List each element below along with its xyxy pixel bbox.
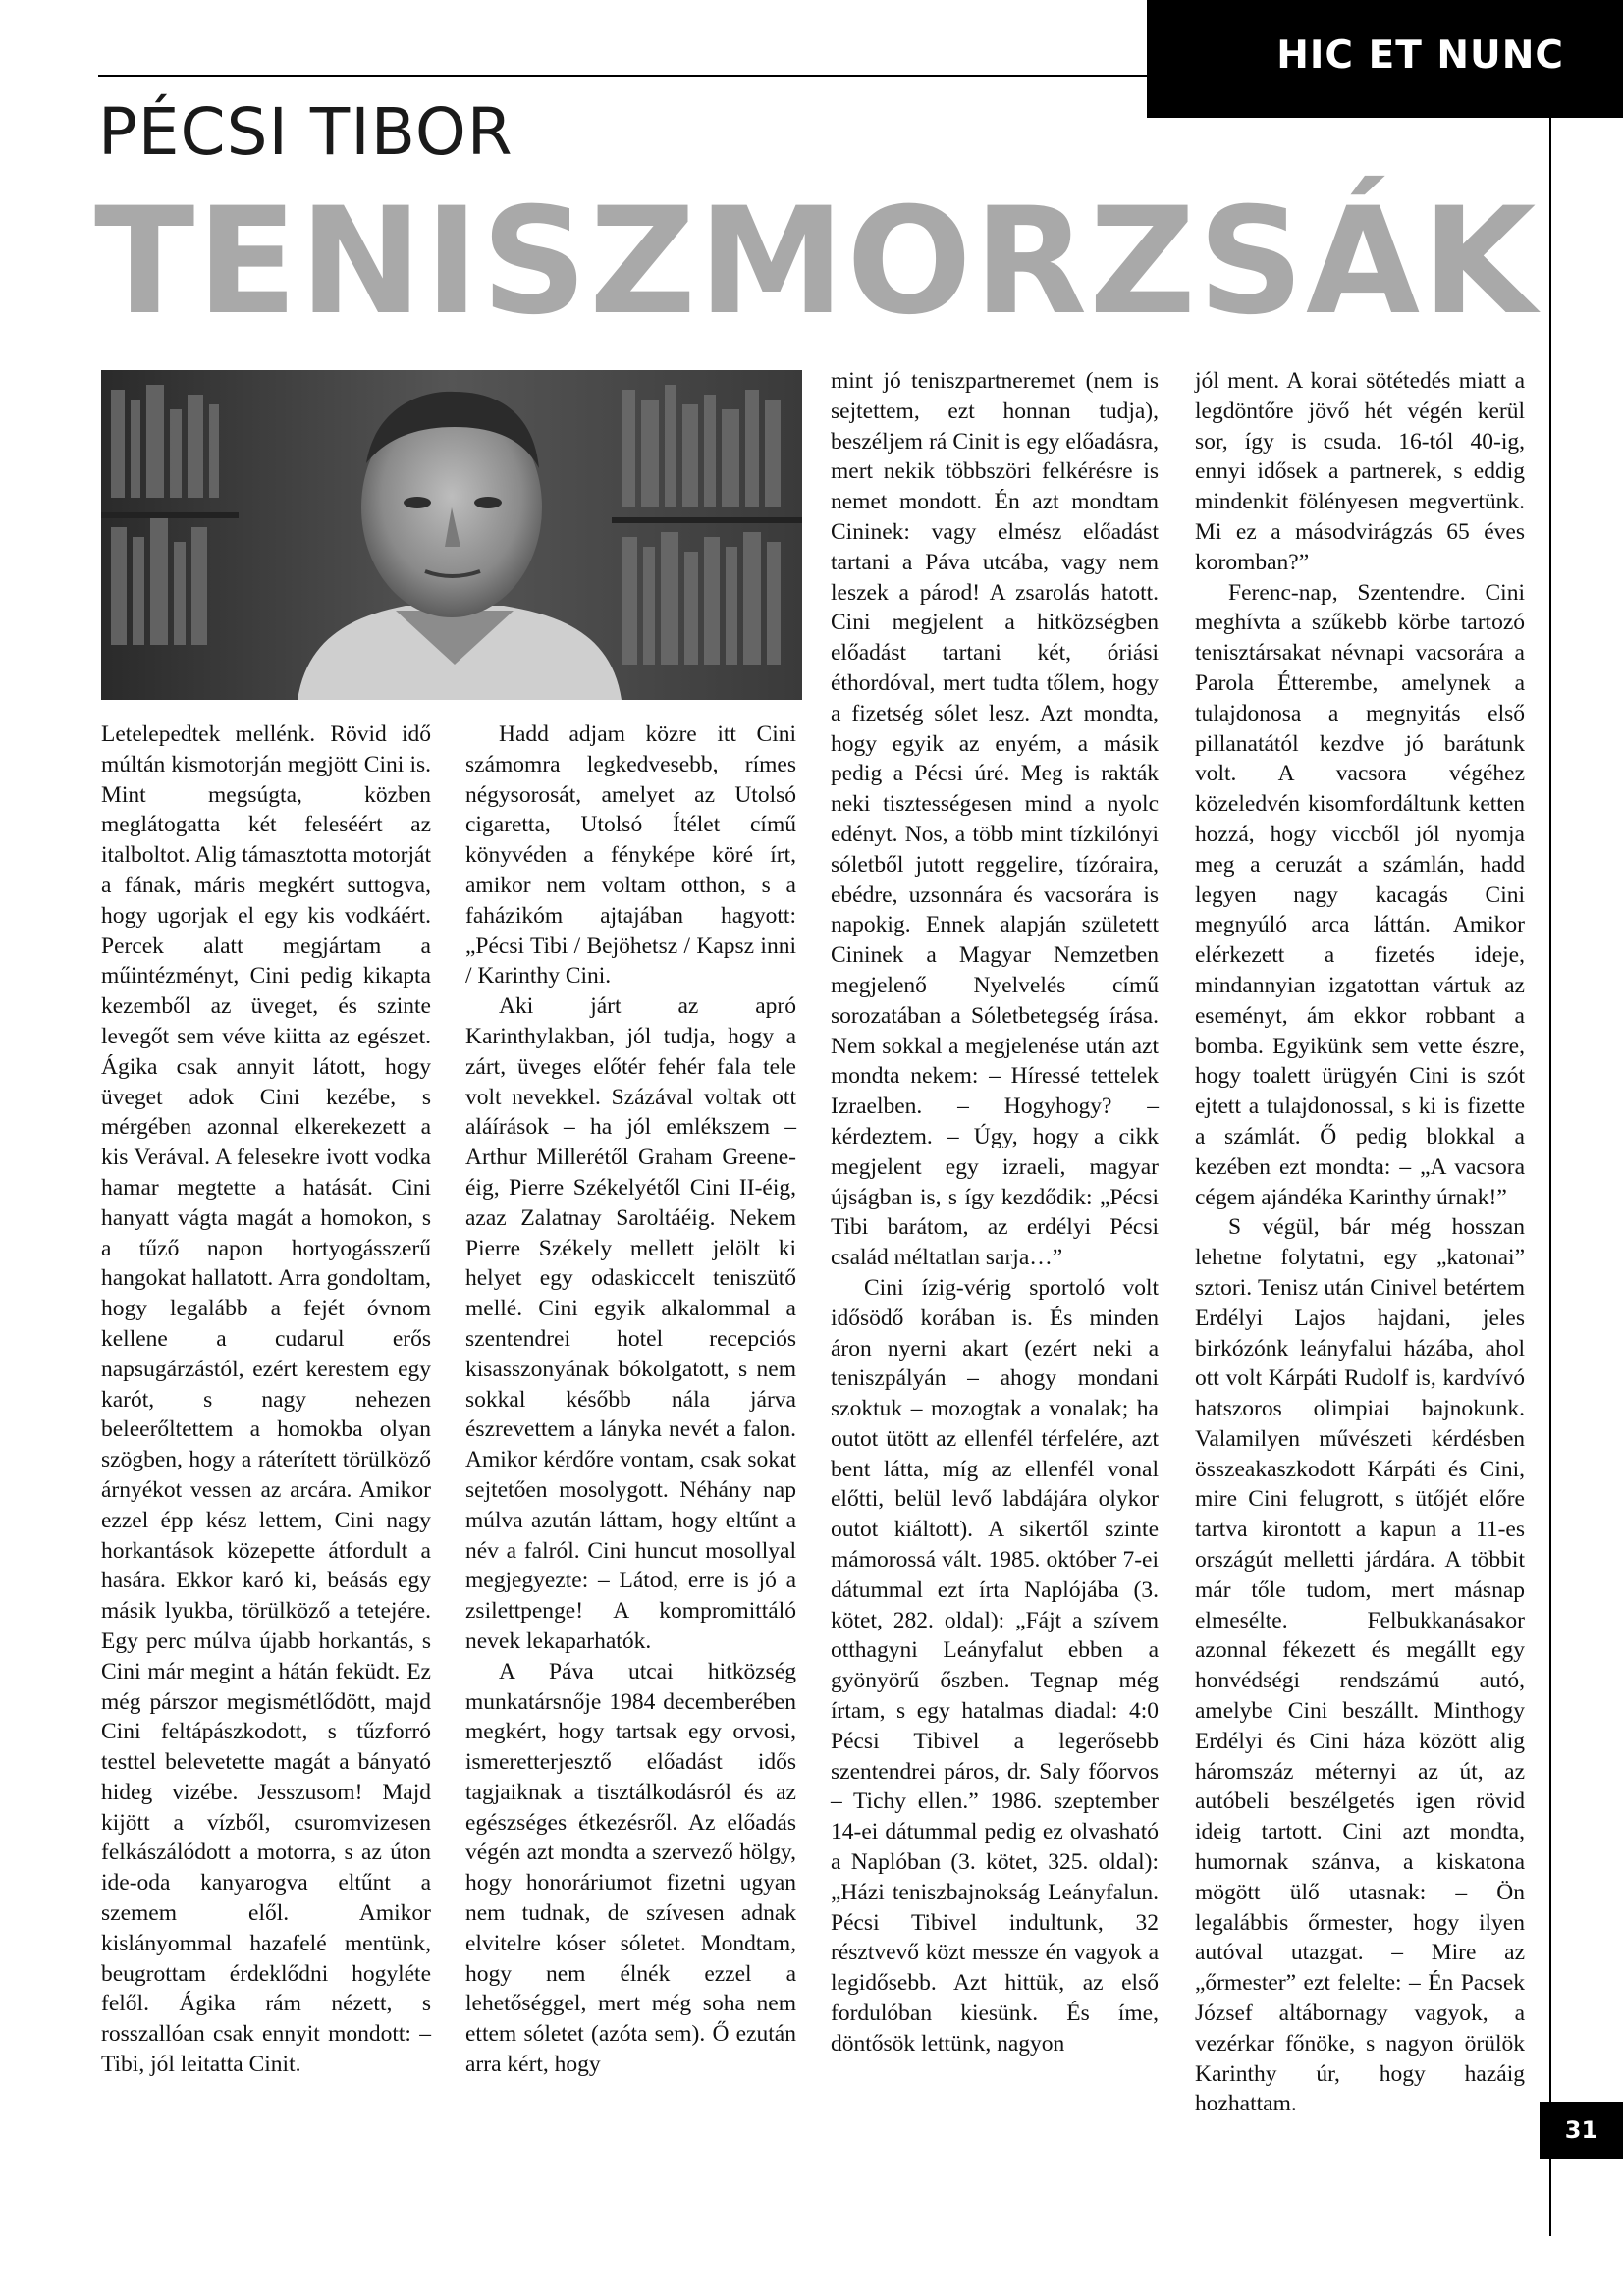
- section-label: HIC ET NUNC: [1276, 33, 1564, 78]
- header-rule: [98, 75, 1147, 77]
- text-column-2: [465, 720, 796, 2080]
- right-margin-rule: [1549, 116, 1551, 2236]
- page-number: 31: [1540, 2102, 1623, 2159]
- paragraph: S végül, bár még hosszan lehetne folytatni, egy „katonai” sztori. Tenisz után Cinivel betértem Erdélyi Lajos hajdani, jeles birkózónk leányfalui házába, ahol ott volt Kárpáti Rudolf is, kardvívó hatszoros olimpiai bajnokunk. Valamilyen művészeti kérdésben összeakaszkodott Kárpáti és Cini, mire Cini felugrott, s ütőjét előre tartva kirontott a kapun a 11-es országút melletti járdára. A többit már tőle tudom, mert másnap elmesélte. Felbukkanásakor azonnal fékezett és megállt egy honvédségi rendszámú autó, amelybe Cini beszállt. Minthogy Erdélyi és Cini háza között alig háromszáz méternyi az út, az autóbeli beszélgetés igen rövid ideig tartott. Cini azt mondta, humornak szánva, a kiskatona mögött ülő utasnak: – Ön legalábbis őrmester, hogy ilyen autóval utazgat. – Mire az „őrmester” ezt felelte: – Én Pacsek József altábornagy vagyok, a vezérkar főnöke, s nagyon örülök Karinthy úr, hogy hazáig hozhattam.: [1195, 1214, 1525, 2117]
- paragraph: A Páva utcai hitközség munkatársnője 1984 decemberében megkért, hogy tartsak egy orvosi, ismeretterjesztő előadást idős tagjaiknak a tisztálkodásról és az egészséges étkezésről. Az előadás végén azt mondta a szervező hölgy, hogy honoráriumot fizetni ugyan nem tudnak, de szívesen adnak elvitelre kóser sóletet. Mondtam, hogy nem élnék ezzel a lehetőséggel, mert még soha nem ettem sóletet (azóta sem). Ő ezután arra kért, hogy: [465, 1658, 796, 2078]
- text-column-3: [831, 366, 1159, 2059]
- section-tab: [1147, 0, 1623, 118]
- article-title: TENISZMORZSÁK: [94, 177, 1539, 347]
- paragraph: Letelepedtek mellénk. Rövid idő múltán kismotorján megjött Cini is. Mint megsúgta, közben meglátogatta két feleséért az italboltot. Alig támasztotta motorját a fának, máris megkért suttogva, hogy ugorjak el egy kis vodkáért. Percek alatt megjártam a műintézményt, Cini pedig kikapta kezemből az üveget, és szinte levegőt sem véve kiitta az egészet. Ágika csak annyit látott, hogy üveget adok Cini kezébe, s mérgében azonnal elkerekezett a kis Verával. A felesekre ivott vodka hamar megtette a hatását. Cini hanyatt vágta magát a homokon, s a tűző napon hortyogásszerű hangokat hallatott. Arra gondoltam, hogy legalább a fejét óvnom kellene a cudarul erős napsugárzástól, ezért kerestem egy karót, s nagy nehezen beleerőltettem a homokba olyan szögben, hogy a ráterített törülköző árnyékot vessen az arcára. Amikor ezzel épp kész lettem, Cini nagy horkantások közepette átfordult a hasára. Ekkor karó ki, beásás egy másik lyukba, törülköző a tetejére. Egy perc múlva újabb horkantás, s Cini már megint a hátán feküdt. Ez még párszor megismétlődött, majd Cini feltápászkodott, s tűzforró testtel belevetette magát a bányató hideg vizébe. Jesszusom! Majd kijött a vízből, csuromvizesen felkászálódott a motorra, s az úton ide-oda kanyarogva eltűnt a szemem elől. Amikor kislányommal hazafelé mentünk, beugrottam érdeklődni hogyléte felől. Ágika rám nézett, s rosszallóan csak ennyit mondott: – Tibi, jól leitatta Cinit.: [101, 721, 431, 2078]
- portrait-photo: [101, 370, 802, 700]
- paragraph: mint jó teniszpartneremet (nem is sejtettem, ezt honnan tudja), beszéljem rá Cinit is egy előadásra, mert nekik többszöri felkérésre is nemet mondott. Én azt mondtam Cininek: vagy elmész előadást tartani a Páva utcába, vagy nem leszek a párod! A zsarolás hatott. Cini megjelent a hitközségben előadást tartani két, óriási éthordóval, mert tudta tőlem, hogy a fizetség sólet lesz. Azt mondta, hogy egyik az enyém, a másik pedig a Pécsi úré. Meg is rakták neki tisztességesen mind a nyolc edényt. Nos, a több mint tízkilónyi sóletből jutott reggelire, tízóraira, ebédre, uzsonnára és vacsorára is napokig. Ennek alapján született Cininek a Magyar Nemzetben megjelenő Nyelvelés című sorozatában a Sóletbetegség írása. Nem sokkal a megjelenése után azt mondta nekem: – Híressé tettelek Izraelben. – Hogyhogy? – kérdeztem. – Úgy, hogy a cikk megjelent egy izraeli, magyar újságban is, s így kezdődik: „Pécsi Tibi barátom, az erdélyi Pécsi család méltatlan sarja…”: [831, 368, 1159, 1271]
- paragraph: Ferenc-nap, Szentendre. Cini meghívta a szűkebb körbe tartozó tenisztársakat névnapi vacsorára a Parola Étterembe, amelynek a tulajdonosa a megnyitás első pillanatától kezdve jó barátunk volt. A vacsora végéhez közeledvén kisomfordáltunk ketten hozzá, hogy viccből jól nyomja meg a ceruzát a számlán, hadd legyen nagy kacagás Cini megnyúló arca láttán. Amikor elérkezett a fizetés ideje, mindannyian izgatottan vártuk az eseményt, ám ekkor robbant a bomba. Egyikünk sem vette észre, hogy toalett ürügyén Cini is szót ejtett a tulajdonossal, s ki is fizette a számlát. Ő pedig blokkal a kezében ezt mondta: – „A vacsora cégem ajándéka Karinthy úrnak!”: [1195, 579, 1525, 1210]
- paragraph: Aki járt az apró Karinthylakban, jól tudja, hogy a zárt, üveges előtér fehér fala tele volt nevekkel. Százával voltak ott aláírások – ha jól emlékszem – Arthur Millerétől Graham Greene-éig, Pierre Székelyétől Cini II-éig, azaz Zalatnay Saroltáéig. Nekem Pierre Székely mellett jelölt ki helyet egy odaskiccelt teniszütő mellé. Cini egyik alkalommal a szentendrei hotel recepciós kisasszonyának bókolgatott, s nem sokkal később nála járva észrevettem a lányka nevét a falon. Amikor kérdőre vontam, csak sokat sejtetően mosolygott. Néhány nap múlva azután láttam, hogy eltűnt a név a falról. Cini huncut mosollyal megjegyezte: – Látod, erre is jó a zsilettpenge! A kompromittáló nevek lekaparhatók.: [465, 993, 796, 1654]
- paragraph: jól ment. A korai sötétedés miatt a legdöntőre jövő hét végén kerül sor, így is csuda. 16-tól 40-ig, ennyi idősek a partnerek, s eddig mindenkit fölényesen megvertünk. Mi ez a másodvirágzás 65 éves koromban?”: [1195, 368, 1525, 575]
- text-column-1: [101, 720, 431, 2080]
- text-column-4: [1195, 366, 1525, 2119]
- paragraph: Cini ízig-vérig sportoló volt idősödő korában is. És minden áron nyerni akart (ezért neki a teniszpályán – ahogy mondani szoktuk – mozogtak a vonalak; ha outot ütött az ellenfél térfelére, azt bent látta, míg az ellenfél vonal előtti, belül levő labdájára olykor outot kiáltott). A sikertől szinte mámorossá vált. 1985. október 7-ei dátummal ezt írta Naplójába (3. kötet, 282. oldal): „Fájt a szívem otthagyni Leányfalut ebben a gyönyörű őszben. Tegnap még írtam, s egy hatalmas diadal: 4:0 Pécsi Tibivel a legerősebb szentendrei páros, dr. Saly főorvos – Tichy ellen.” 1986. szeptember 14-ei dátummal pedig ez olvasható a Naplóban (3. kötet, 325. oldal): „Házi teniszbajnokság Leányfalun. Pécsi Tibivel indultunk, 32 résztvevő közt messze én vagyok a legidősebb. Azt hittük, az első fordulóban kiesünk. És íme, döntősök lettünk, nagyon: [831, 1274, 1159, 2056]
- paragraph: Hadd adjam közre itt Cini számomra legkedvesebb, rímes négysorosát, amelyet az Utolsó cigaretta, Utolsó Ítélet című könyvéden a fényképe köré írt, amikor nem voltam otthon, s a faházikóm ajtajában hagyott: „Pécsi Tibi / Bejöhetsz / Kapsz inni / Karinthy Cini.: [465, 721, 796, 989]
- article-author: PÉCSI TIBOR: [98, 94, 514, 170]
- portrait-photo-icon: [101, 370, 802, 700]
